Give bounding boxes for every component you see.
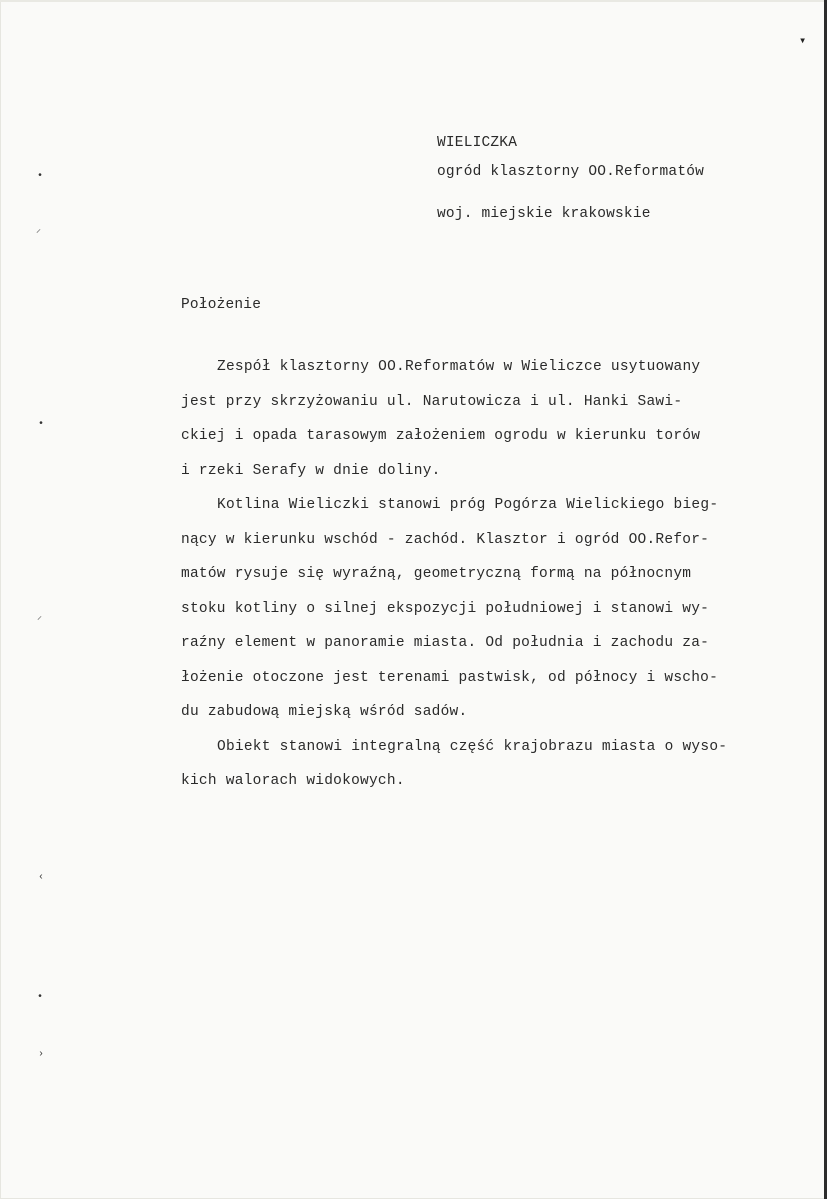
text-line: ckiej i opada tarasowym założeniem ogrodu w kierunku torów xyxy=(181,428,701,444)
text-line: Zespół klasztorny OO.Reformatów w Wieliczce usytuowany xyxy=(217,359,701,375)
text-line: Obiekt stanowi integralną część krajobrazu miasta o wyso- xyxy=(217,738,728,755)
margin-dot: • xyxy=(38,419,45,430)
text-line: kich walorach widokowych. xyxy=(181,773,405,789)
text-line: łożenie otoczone jest terenami pastwisk, od północy i wscho- xyxy=(181,669,719,686)
section-title: Położenie xyxy=(181,297,262,313)
margin-tick: ⸝ xyxy=(36,225,41,236)
margin-tick: › xyxy=(38,1049,45,1060)
page-top-edge xyxy=(0,0,827,2)
margin-dot: • xyxy=(37,171,44,182)
text-line: matów rysuje się wyraźną, geometryczną formą na północnym xyxy=(181,566,692,582)
text-line: i rzeki Serafy w dnie doliny. xyxy=(181,462,441,479)
margin-tick: ⸝ xyxy=(37,612,42,623)
body-text xyxy=(181,357,801,806)
text-line: nący w kierunku wschód - zachód. Klasztor i ogród OO.Refor- xyxy=(181,531,710,548)
header-subject: ogród klasztorny OO.Reformatów xyxy=(437,164,705,180)
corner-mark: ▾ xyxy=(799,34,807,48)
margin-dot: • xyxy=(37,992,44,1003)
margin-tick: ‹ xyxy=(38,872,45,883)
header-region: woj. miejskie krakowskie xyxy=(437,206,651,222)
text-line: raźny element w panoramie miasta. Od południa i zachodu za- xyxy=(181,635,710,651)
text-line: du zabudową miejską wśród sadów. xyxy=(181,704,468,720)
text-line: stoku kotliny o silnej ekspozycji południowej i stanowi wy- xyxy=(181,600,710,617)
text-line: jest przy skrzyżowaniu ul. Narutowicza i ul. Hanki Sawi- xyxy=(181,393,683,410)
header-place: WIELICZKA xyxy=(437,135,518,151)
text-line: Kotlina Wieliczki stanowi próg Pogórza Wielickiego bieg- xyxy=(217,497,719,513)
